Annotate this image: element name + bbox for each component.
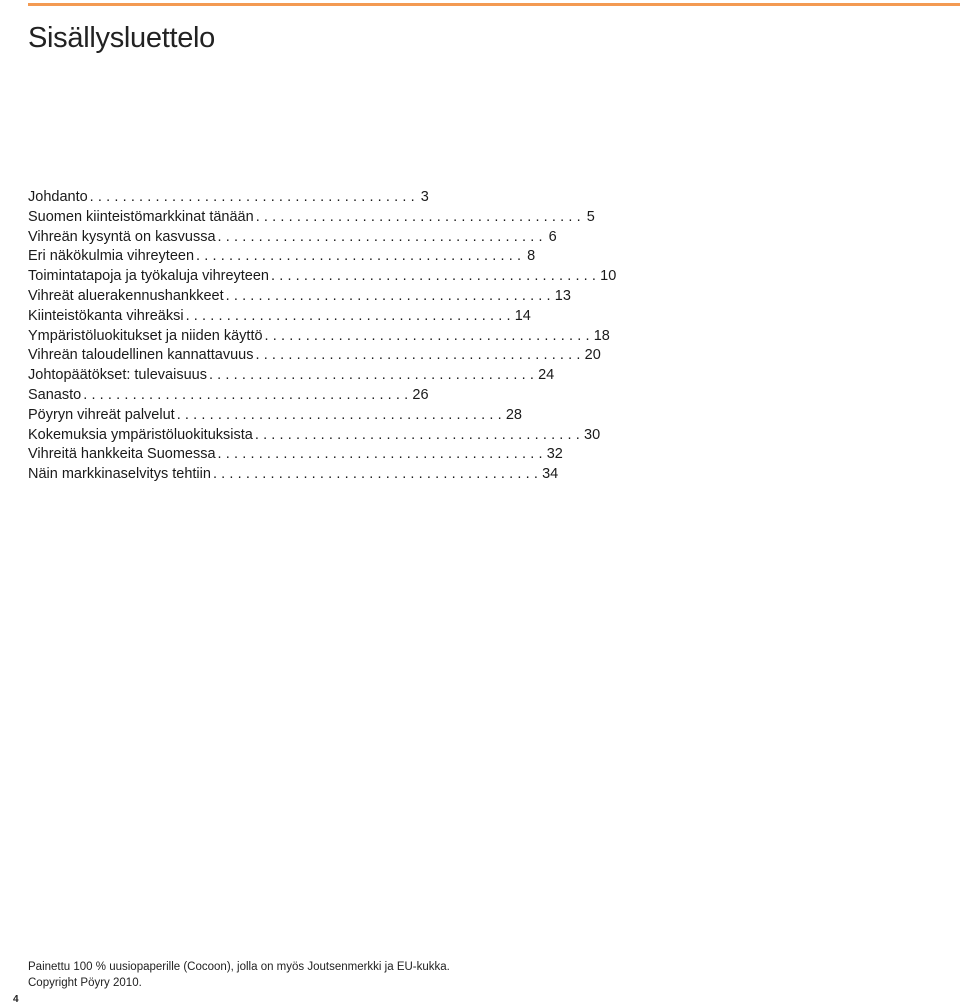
toc-entry-label: Näin markkinaselvitys tehtiin xyxy=(28,466,211,483)
toc-entry-label: Sanasto xyxy=(28,386,82,403)
toc-entry-page: 24 xyxy=(538,367,555,384)
page-title: Sisällysluettelo xyxy=(28,22,216,54)
toc-entry-page: 34 xyxy=(542,466,559,483)
toc-entry-page: 26 xyxy=(412,386,429,403)
toc-entry[interactable] xyxy=(28,465,559,485)
toc-entry-label: Eri näkökulmia vihreyteen xyxy=(28,248,195,265)
toc-entry-label: Suomen kiinteistömarkkinat tänään xyxy=(28,208,254,225)
toc-entry-page: 28 xyxy=(505,406,522,423)
toc-entry-page: 14 xyxy=(514,307,531,324)
toc-entry[interactable] xyxy=(28,445,563,465)
toc-dot-leader: ........................................ xyxy=(176,406,506,423)
toc-entry-page: 30 xyxy=(584,426,601,443)
toc-entry-label: Vihreän taloudellinen kannattavuus xyxy=(28,347,254,364)
toc-entry[interactable] xyxy=(28,346,601,366)
toc-entry-page: 3 xyxy=(420,189,429,205)
toc-entry[interactable] xyxy=(28,386,429,406)
toc-dot-leader: ........................................ xyxy=(225,287,555,304)
toc-entry-page: 18 xyxy=(593,327,610,344)
toc-entry-page: 5 xyxy=(586,208,595,225)
toc-entry[interactable] xyxy=(28,307,531,327)
toc-entry[interactable] xyxy=(28,188,429,208)
toc-dot-leader: ........................................ xyxy=(89,189,419,205)
table-of-contents xyxy=(28,188,617,485)
toc-entry-label: Vihreitä hankkeita Suomessa xyxy=(28,446,216,463)
toc-entry-label: Vihreät aluerakennushankkeet xyxy=(28,287,224,304)
toc-entry-page: 13 xyxy=(554,287,571,304)
toc-entry[interactable] xyxy=(28,327,610,347)
toc-entry-page: 10 xyxy=(600,268,617,285)
toc-entry[interactable] xyxy=(28,267,617,287)
toc-dot-leader: ........................................ xyxy=(208,367,539,384)
toc-entry[interactable] xyxy=(28,406,522,426)
toc-dot-leader: ........................................ xyxy=(217,228,547,245)
toc-entry-label: Kokemuksia ympäristöluokituksista xyxy=(28,426,253,443)
toc-entry-label: Johdanto xyxy=(28,189,88,205)
copyright-note: Copyright Pöyry 2010. xyxy=(28,976,142,989)
toc-entry[interactable] xyxy=(28,228,557,248)
toc-entry-label: Johtopäätökset: tulevaisuus xyxy=(28,367,207,384)
toc-entry-label: Pöyryn vihreät palvelut xyxy=(28,406,175,423)
toc-dot-leader: ........................................ xyxy=(255,347,585,364)
toc-entry[interactable] xyxy=(28,426,601,446)
toc-entry-page: 8 xyxy=(527,248,536,265)
top-accent-rule xyxy=(28,3,960,6)
toc-dot-leader: ........................................ xyxy=(185,307,515,324)
print-footer xyxy=(28,960,450,991)
print-note: Painettu 100 % uusiopaperille (Cocoon), jolla on myös Joutsenmerkki ja EU-kukka. xyxy=(28,961,450,973)
toc-entry-label: Vihreän kysyntä on kasvussa xyxy=(28,228,216,245)
toc-entry-label: Toimintatapoja ja työkaluja vihreyteen xyxy=(28,268,269,285)
toc-dot-leader: ........................................ xyxy=(212,466,543,483)
toc-dot-leader: ........................................ xyxy=(196,248,526,265)
toc-entry-label: Kiinteistökanta vihreäksi xyxy=(28,307,184,324)
toc-dot-leader: ........................................ xyxy=(217,446,547,463)
toc-entry[interactable] xyxy=(28,208,595,228)
toc-dot-leader: ........................................ xyxy=(271,268,601,285)
toc-entry-page: 20 xyxy=(584,347,601,364)
toc-entry[interactable] xyxy=(28,366,555,386)
toc-entry[interactable] xyxy=(28,287,571,307)
toc-dot-leader: ........................................ xyxy=(83,386,413,403)
toc-entry-page: 32 xyxy=(546,446,563,463)
toc-entry[interactable] xyxy=(28,247,536,267)
toc-dot-leader: ........................................ xyxy=(254,426,584,443)
toc-entry-label: Ympäristöluokitukset ja niiden käyttö xyxy=(28,327,263,344)
toc-dot-leader: ........................................ xyxy=(264,327,594,344)
toc-dot-leader: ........................................ xyxy=(255,208,585,225)
toc-entry-page: 6 xyxy=(548,228,557,245)
page-number: 4 xyxy=(13,994,19,1005)
